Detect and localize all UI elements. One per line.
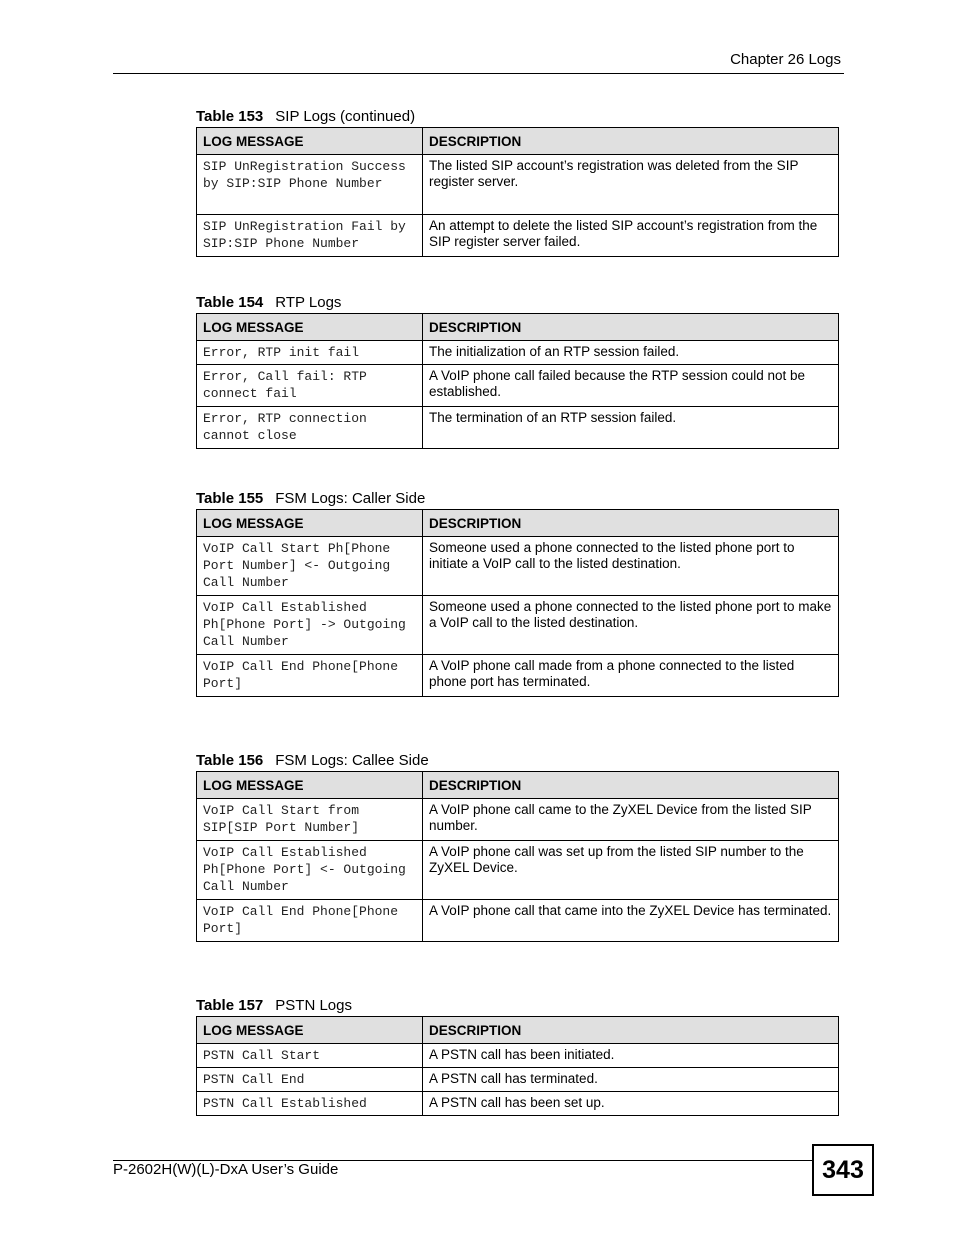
header-row <box>197 1017 839 1044</box>
col-header-log-message: LOG MESSAGE <box>197 1017 423 1044</box>
table-number: Table 156 <box>196 752 264 769</box>
table-row <box>197 655 839 697</box>
log-message-cell: VoIP Call Established Ph[Phone Port] <- Outgoing Call Number <box>197 841 423 900</box>
col-header-description: DESCRIPTION <box>423 314 839 341</box>
col-header-description: DESCRIPTION <box>423 1017 839 1044</box>
header-row <box>197 510 839 537</box>
col-header-description: DESCRIPTION <box>423 772 839 799</box>
log-message-cell: VoIP Call Start Ph[Phone Port Number] <- Outgoing Call Number <box>197 537 423 596</box>
table-157 <box>196 996 838 1116</box>
table-number: Table 155 <box>196 490 264 507</box>
description-cell: An attempt to delete the listed SIP account’s registration from the SIP register server failed. <box>423 215 839 257</box>
table-title: FSM Logs: Callee Side <box>275 752 429 769</box>
guide-title: P-2602H(W)(L)-DxA User’s Guide <box>113 1161 339 1178</box>
table-title: FSM Logs: Caller Side <box>275 490 426 507</box>
log-message-cell: VoIP Call End Phone[Phone Port] <box>197 655 423 697</box>
header-row <box>197 128 839 155</box>
table-156 <box>196 751 838 942</box>
description-cell: A VoIP phone call made from a phone connected to the listed phone port has terminated. <box>423 655 839 697</box>
table-row <box>197 1068 839 1092</box>
table-caption <box>196 751 838 771</box>
table-row <box>197 1092 839 1116</box>
table-155 <box>196 489 838 697</box>
table-row <box>197 407 839 449</box>
table-row <box>197 341 839 365</box>
col-header-log-message: LOG MESSAGE <box>197 510 423 537</box>
col-header-description: DESCRIPTION <box>423 510 839 537</box>
col-header-log-message: LOG MESSAGE <box>197 772 423 799</box>
table-row <box>197 155 839 215</box>
log-message-cell: VoIP Call Established Ph[Phone Port] -> Outgoing Call Number <box>197 596 423 655</box>
log-message-cell: VoIP Call End Phone[Phone Port] <box>197 900 423 942</box>
table-title: SIP Logs (continued) <box>275 108 416 125</box>
table-title: PSTN Logs <box>275 997 352 1014</box>
log-message-cell: VoIP Call Start from SIP[SIP Port Number] <box>197 799 423 841</box>
table-number: Table 154 <box>196 294 264 311</box>
description-cell: The termination of an RTP session failed. <box>423 407 839 449</box>
description-cell: A PSTN call has been set up. <box>423 1092 839 1116</box>
description-cell: The listed SIP account’s registration was deleted from the SIP register server. <box>423 155 839 215</box>
table-154 <box>196 293 838 449</box>
table-number: Table 153 <box>196 108 264 125</box>
col-header-log-message: LOG MESSAGE <box>197 128 423 155</box>
log-message-cell: PSTN Call End <box>197 1068 423 1092</box>
log-message-cell: PSTN Call Start <box>197 1044 423 1068</box>
log-table <box>196 509 839 697</box>
description-cell: A PSTN call has been initiated. <box>423 1044 839 1068</box>
table-row <box>197 1044 839 1068</box>
description-cell: Someone used a phone connected to the listed phone port to initiate a VoIP call to the listed destination. <box>423 537 839 596</box>
log-table <box>196 771 839 942</box>
log-table <box>196 1016 839 1116</box>
log-message-cell: SIP UnRegistration Success by SIP:SIP Phone Number <box>197 155 423 215</box>
description-cell: A VoIP phone call failed because the RTP session could not be established. <box>423 365 839 407</box>
log-message-cell: SIP UnRegistration Fail by SIP:SIP Phone Number <box>197 215 423 257</box>
table-row <box>197 537 839 596</box>
header-row <box>197 314 839 341</box>
table-153 <box>196 107 838 257</box>
description-cell: A PSTN call has terminated. <box>423 1068 839 1092</box>
table-row <box>197 841 839 900</box>
log-message-cell: Error, Call fail: RTP connect fail <box>197 365 423 407</box>
description-cell: The initialization of an RTP session failed. <box>423 341 839 365</box>
log-table <box>196 313 839 449</box>
log-table <box>196 127 839 257</box>
table-caption <box>196 489 838 509</box>
header-row <box>197 772 839 799</box>
chapter-header: Chapter 26 Logs <box>730 51 841 68</box>
description-cell: A VoIP phone call came to the ZyXEL Device from the listed SIP number. <box>423 799 839 841</box>
description-cell: A VoIP phone call was set up from the listed SIP number to the ZyXEL Device. <box>423 841 839 900</box>
log-message-cell: Error, RTP init fail <box>197 341 423 365</box>
table-row <box>197 365 839 407</box>
table-row <box>197 215 839 257</box>
log-message-cell: Error, RTP connection cannot close <box>197 407 423 449</box>
col-header-log-message: LOG MESSAGE <box>197 314 423 341</box>
description-cell: Someone used a phone connected to the listed phone port to make a VoIP call to the listed destination. <box>423 596 839 655</box>
log-message-cell: PSTN Call Established <box>197 1092 423 1116</box>
description-cell: A VoIP phone call that came into the ZyXEL Device has terminated. <box>423 900 839 942</box>
table-title: RTP Logs <box>275 294 342 311</box>
table-caption <box>196 107 838 127</box>
col-header-description: DESCRIPTION <box>423 128 839 155</box>
table-row <box>197 799 839 841</box>
table-row <box>197 596 839 655</box>
table-caption <box>196 293 838 313</box>
table-number: Table 157 <box>196 997 264 1014</box>
table-caption <box>196 996 838 1016</box>
page-number: 343 <box>812 1144 874 1196</box>
table-row <box>197 900 839 942</box>
header-divider <box>113 73 844 74</box>
